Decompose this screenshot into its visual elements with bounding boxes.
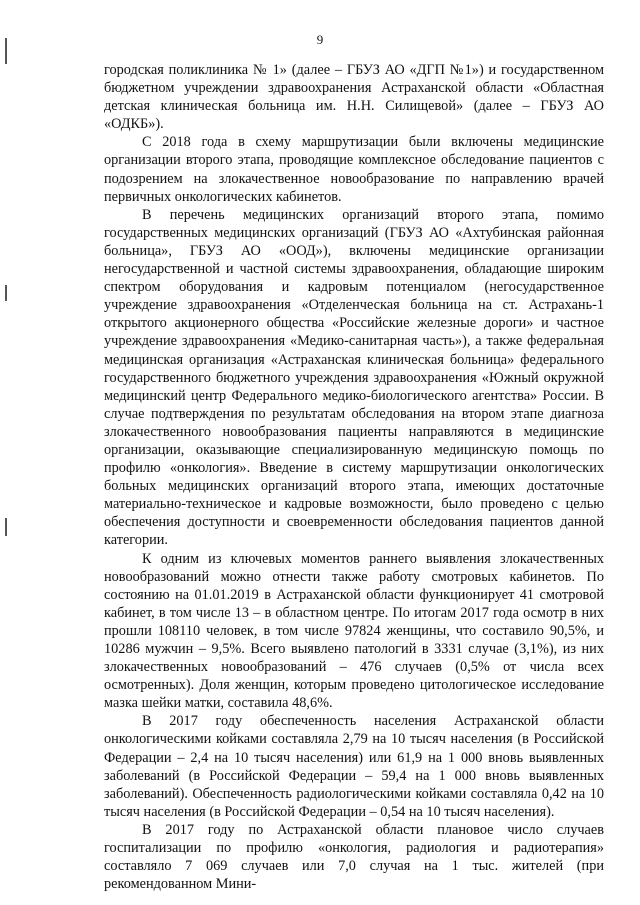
document-body <box>104 61 604 893</box>
binding-mark-lower <box>5 518 7 536</box>
binding-mark-middle <box>5 285 7 301</box>
paragraph-routing-2018: С 2018 года в схему маршрутизации были включены медицинские организации второго этапа, проводящие комплексное обследование пациентов с подозрением на злокачественное новообразование по направлению врачей первичных онкологических кабинетов. <box>104 134 604 205</box>
paragraph-second-stage-organizations: В перечень медицинских организаций второго этапа, помимо государственных медицинских организаций (ГБУЗ АО «Ахтубинская районная больница», ГБУЗ АО «ООД»), включены медицинские организации негосударственной и частной системы здравоохранения, обладающие широким спектром оборудования и кадровым потенциалом (негосударственное учреждение здравоохранения «Отделенческая больница на ст. Астрахань-1 открытого акционерного общества «Российские железные дороги» и частное учреждение здравоохранения «Медико-санитарная часть»), а также федеральная медицинская организация «Астраханская клиническая больница» федерального государственного бюджетного учреждения здравоохранения «Южный окружной медицинский центр Федерального медико-биологического агентства» России. В случае подтверждения по результатам обследования на втором этапе диагноза злокачественного новообразования пациенты направляются в медицинские организации, оказывающие специализированную медицинскую помощь по профилю «онкология». Введение в систему маршрутизации онкологических больных медицинских организаций второго этапа, имеющих достаточные материально-техническое и кадровые возможности, было проведено с целью обеспечения доступности и своевременности обследования пациентов данной категории. <box>104 206 604 549</box>
page-number: 9 <box>316 32 324 47</box>
paragraph-continuation: городская поликлиника № 1» (далее – ГБУЗ АО «ДГП №1») и государственном бюджетном учреждении здравоохранения Астраханской области «Областная детская клиническая больница им. Н.Н. Силищевой» (далее – ГБУЗ АО «ОДКБ»). <box>104 62 604 133</box>
paragraph-hospitalization: В 2017 году по Астраханской области плановое число случаев госпитализации по профилю «онкология, радиология и радиотерапия» составляло 7 069 случаев или 7,0 случая на 1 тыс. жителей (при рекомендованном Мини- <box>104 821 604 893</box>
paragraph-examination-rooms: К одним из ключевых моментов раннего выявления злокачественных новообразований можно отнести также работу смотровых кабинетов. По состоянию на 01.01.2019 в Астраханской области функционирует 41 смотровой кабинет, в том числе 13 – в областном центре. По итогам 2017 года осмотр в них прошли 108110 человек, в том числе 97824 женщины, что составило 90,5%, и 10286 мужчин – 9,5%. Всего выявлено патологий в 3331 случае (3,1%), из них злокачественных новообразований – 476 случаев (0,5% от числа всех осмотренных). Доля женщин, которым проведено цитологическое исследование мазка шейки матки, составила 48,6%. <box>104 550 604 712</box>
paragraph-bed-capacity: В 2017 году обеспеченность населения Астраханской области онкологическими койками составляла 2,79 на 10 тысяч населения (в Российской Федерации – 2,4 на 10 тысяч населения) или 61,9 на 1 000 вновь выявленных заболеваний (в Российской Федерации – 59,4 на 1 000 вновь выявленных заболеваний). Обеспеченность радиологическими койками составляла 0,42 на 10 тысяч населения (в Российской Федерации – 0,54 на 10 тысяч населения). <box>104 713 604 820</box>
